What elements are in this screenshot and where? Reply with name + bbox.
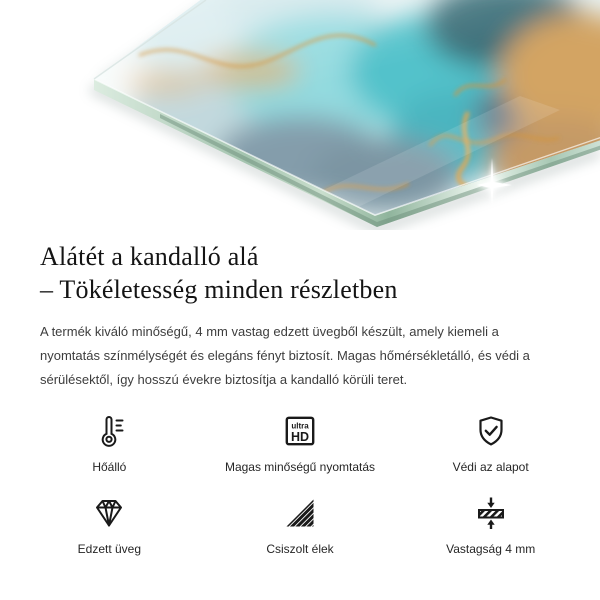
- product-image: [0, 0, 600, 230]
- product-copy: [0, 240, 600, 392]
- page-title-line2: – Tökéletesség minden részletben: [40, 275, 398, 305]
- thickness-icon: [471, 492, 511, 534]
- feature-heat-resistant: [14, 410, 205, 474]
- page-title-line1: Alátét a kandalló alá: [40, 242, 259, 271]
- ultra-hd-icon-text-bottom: HD: [290, 429, 310, 444]
- feature-protects-base: [395, 410, 586, 474]
- feature-thickness-4mm: [395, 492, 586, 556]
- feature-label: Edzett üveg: [77, 541, 142, 556]
- feature-grid: [0, 410, 600, 556]
- feature-ultra-hd-print: [205, 410, 396, 474]
- feature-label: Hőálló: [92, 459, 127, 474]
- diamond-icon: [89, 492, 129, 534]
- product-description: A termék kiváló minőségű, 4 mm vastag edzett üvegből készült, amely kiemeli a nyomtatás színmélységét és elegáns fényt biztosít. Magas hőmérsékletálló, és védi a sérülésektől, így hosszú évekre biztosítja a kandalló körüli teret.: [40, 323, 530, 387]
- page-title: [40, 240, 560, 307]
- feature-label: Magas minőségű nyomtatás: [224, 459, 376, 474]
- thermometer-icon: [89, 410, 129, 452]
- glass-panel-image: [0, 0, 600, 230]
- feature-label: Csiszolt élek: [266, 541, 334, 556]
- ultra-hd-icon: [280, 410, 320, 452]
- feature-label: Vastagság 4 mm: [446, 541, 536, 556]
- feature-label: Védi az alapot: [452, 459, 529, 474]
- shield-check-icon: [471, 410, 511, 452]
- ultra-hd-icon-text-top: ultra: [291, 421, 309, 431]
- polished-edge-icon: [280, 492, 320, 534]
- feature-polished-edges: [205, 492, 396, 556]
- feature-tempered-glass: [14, 492, 205, 556]
